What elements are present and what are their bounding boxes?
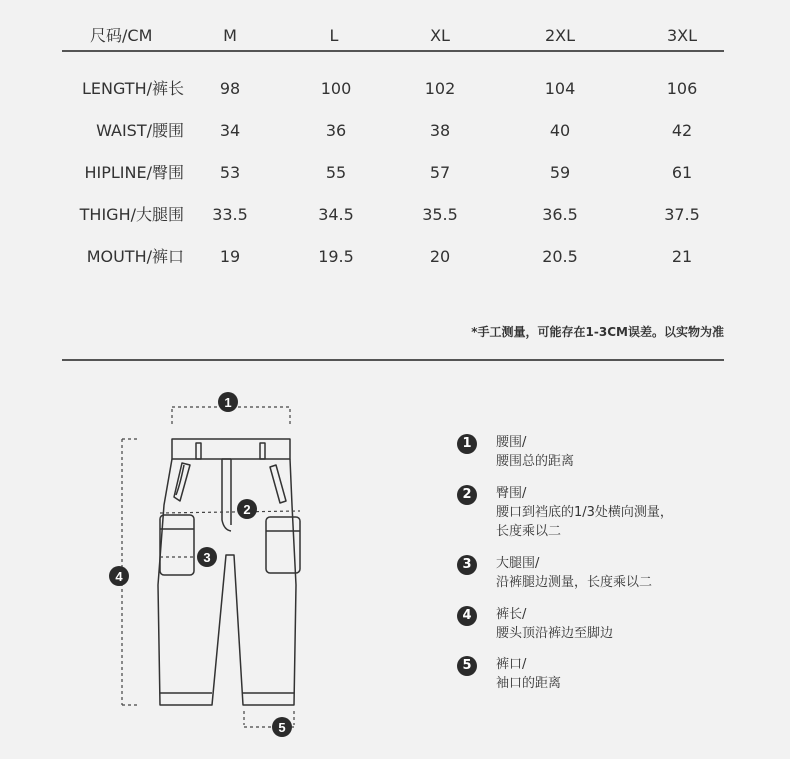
svg-text:4: 4 bbox=[115, 569, 123, 584]
table-cell: 19.5 bbox=[318, 247, 354, 266]
marker-2 bbox=[237, 499, 257, 519]
legend-desc: 沿裤腿边测量，长度乘以二 bbox=[496, 575, 653, 590]
measurement-note: *手工测量，可能存在1-3CM误差。以实物为准 bbox=[471, 325, 724, 339]
table-cell: 59 bbox=[549, 163, 571, 182]
legend-desc-continued: 长度乘以二 bbox=[496, 524, 562, 539]
table-header-row bbox=[62, 20, 724, 52]
legend-number: 4 bbox=[457, 606, 477, 626]
header-size-label: 尺码/CM bbox=[90, 26, 153, 45]
marker-5 bbox=[272, 717, 292, 737]
hip-measure-line bbox=[160, 511, 300, 513]
table-row bbox=[62, 115, 724, 147]
table-cell: 37.5 bbox=[664, 205, 700, 224]
pants-diagram bbox=[100, 385, 340, 745]
table-cell: 20 bbox=[429, 247, 451, 266]
table-cell: 35.5 bbox=[422, 205, 458, 224]
legend-desc: 袖口的距离 bbox=[496, 676, 562, 691]
table-cell: 100 bbox=[320, 79, 352, 98]
table-cell: 19 bbox=[219, 247, 241, 266]
belt-loop bbox=[196, 443, 201, 459]
legend-title: 腰围/ bbox=[496, 435, 527, 450]
table-cell: 34.5 bbox=[318, 205, 354, 224]
table-row bbox=[62, 199, 724, 231]
legend-number: 3 bbox=[457, 555, 477, 575]
row-label: MOUTH/裤口 bbox=[86, 247, 184, 266]
legend-title: 臀围/ bbox=[496, 486, 527, 501]
table-cell: 34 bbox=[219, 121, 241, 140]
table-cell: 33.5 bbox=[212, 205, 248, 224]
table-cell: 21 bbox=[671, 247, 693, 266]
table-cell: 20.5 bbox=[542, 247, 578, 266]
table-row bbox=[62, 157, 724, 189]
table-cell: 61 bbox=[671, 163, 693, 182]
header-l: L bbox=[329, 26, 339, 45]
left-cargo-pocket bbox=[160, 515, 194, 575]
legend-desc: 腰头顶沿裤边至脚边 bbox=[496, 626, 614, 641]
legend-number: 5 bbox=[457, 656, 477, 676]
header-xl: XL bbox=[430, 26, 450, 45]
header-m: M bbox=[223, 26, 237, 45]
header-3xl: 3XL bbox=[666, 26, 698, 45]
svg-text:1: 1 bbox=[224, 395, 232, 410]
legend-title: 裤口/ bbox=[496, 657, 527, 672]
left-pocket bbox=[174, 463, 190, 501]
table-cell: 98 bbox=[219, 79, 241, 98]
row-label: HIPLINE/臀围 bbox=[84, 163, 184, 182]
legend-desc: 腰口到裆底的1/3处横向测量， bbox=[496, 505, 673, 520]
table-cell: 42 bbox=[671, 121, 693, 140]
table-row bbox=[62, 241, 724, 273]
legend-number: 2 bbox=[457, 485, 477, 505]
table-cell: 104 bbox=[544, 79, 576, 98]
table-cell: 36 bbox=[325, 121, 347, 140]
marker-1 bbox=[218, 392, 238, 412]
right-pocket bbox=[270, 465, 286, 503]
table-cell: 53 bbox=[219, 163, 241, 182]
marker-4 bbox=[109, 566, 129, 586]
marker-3 bbox=[197, 547, 217, 567]
header-divider bbox=[62, 50, 724, 52]
pants-outline bbox=[158, 459, 296, 705]
table-cell: 106 bbox=[666, 79, 698, 98]
table-cell: 38 bbox=[429, 121, 451, 140]
table-cell: 102 bbox=[424, 79, 456, 98]
header-2xl: 2XL bbox=[544, 26, 576, 45]
svg-text:3: 3 bbox=[203, 550, 211, 565]
belt-loop bbox=[260, 443, 265, 459]
legend-title: 大腿围/ bbox=[496, 556, 540, 571]
table-cell: 55 bbox=[325, 163, 347, 182]
table-cell: 57 bbox=[429, 163, 451, 182]
waistband-outline bbox=[172, 439, 290, 459]
row-label: THIGH/大腿围 bbox=[79, 205, 184, 224]
table-cell: 36.5 bbox=[542, 205, 578, 224]
svg-text:2: 2 bbox=[243, 502, 251, 517]
svg-text:5: 5 bbox=[278, 720, 286, 735]
fly-stitch bbox=[222, 459, 231, 531]
section-divider bbox=[62, 359, 724, 361]
table-row bbox=[62, 73, 724, 105]
legend-number: 1 bbox=[457, 434, 477, 454]
legend-title: 裤长/ bbox=[496, 607, 527, 622]
legend-desc: 腰围总的距离 bbox=[496, 454, 575, 469]
table-cell: 40 bbox=[549, 121, 571, 140]
row-label: WAIST/腰围 bbox=[96, 121, 184, 140]
row-label: LENGTH/裤长 bbox=[81, 79, 184, 98]
